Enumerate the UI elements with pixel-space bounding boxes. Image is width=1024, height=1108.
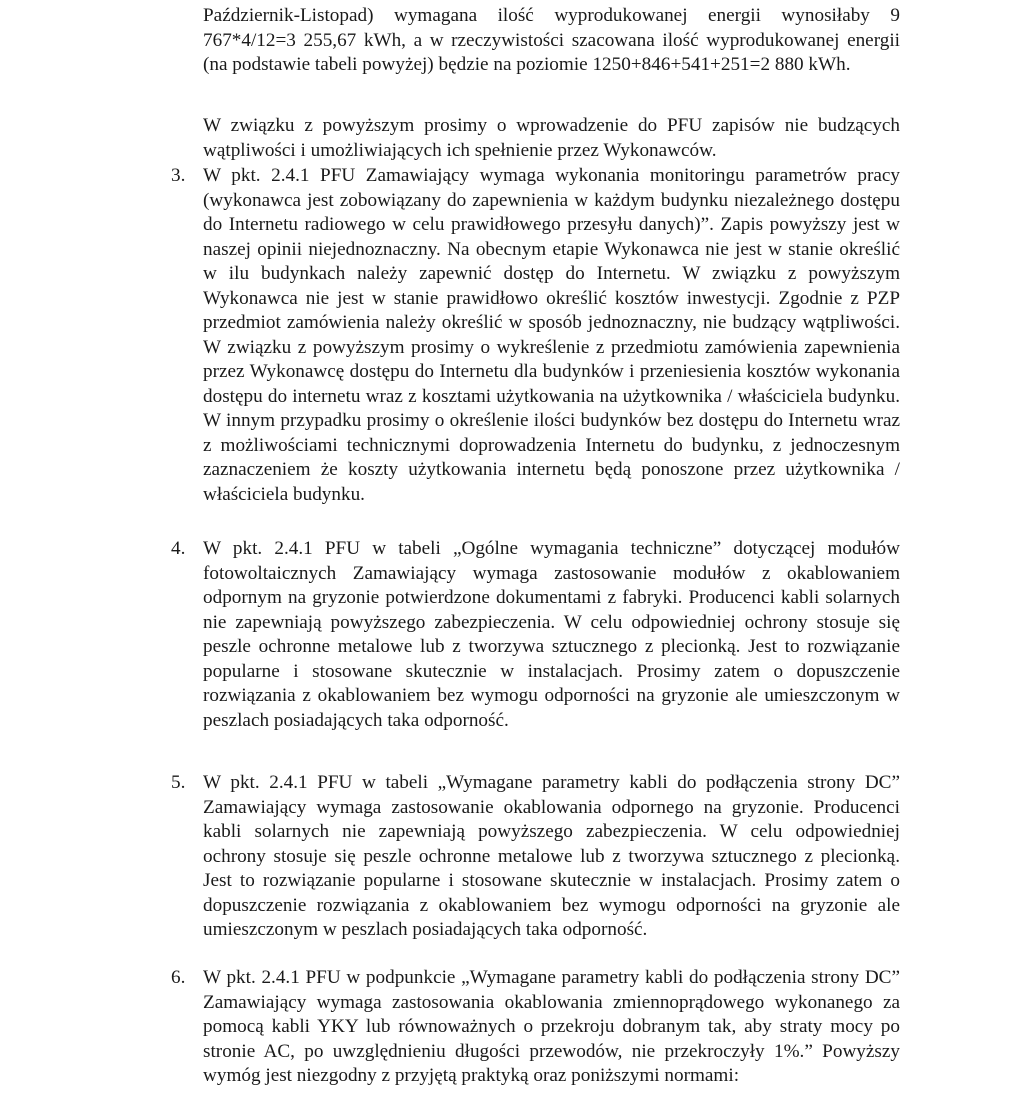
list-item-number: 5. xyxy=(171,772,186,793)
list-item-text: W pkt. 2.4.1 PFU w tabeli „Ogólne wymagania techniczne” dotyczącej modułów fotowoltaicznych Zamawiający wymaga zastosowanie modułów z okablowaniem odpornym na gryzonie potwierdzone dokumentami z fabryki. Producenci kabli solarnych nie zapewniają powyższego zabezpieczenia. W celu odpowiedniej ochrony stosuje się peszle ochronne metalowe lub z tworzywa sztucznego z plecionką. Jest to rozwiązanie popularne i stosowane skutecznie w instalacjach. Prosimy zatem o dopuszczenie rozwiązania z okablowaniem bez wymogu odporności na gryzonie ale umieszczonym w peszlach posiadających taka odporność. xyxy=(203,538,900,731)
intro-continuation-paragraph: Październik-Listopad) wymagana ilość wyprodukowanej energii wynosiłaby 9 767*4/12=3 255,67 kWh, a w rzeczywistości szacowana ilość wyprodukowanej energii (na podstawie tabeli powyżej) będzie na poziomie 1250+846+541+251=2 880 kWh. xyxy=(203,5,900,75)
list-item-text: W pkt. 2.4.1 PFU w podpunkcie „Wymagane parametry kabli do podłączenia strony DC” Zamawiający wymaga zastosowania okablowania zmiennoprądowego wykonanego za pomocą kabli YKY lub równoważnych o przekroju dobranym tak, aby straty mocy po stronie AC, po uwzględnieniu długości przewodów, nie przekroczyły 1%.” Powyższy wymóg jest niezgodny z przyjętą praktyką oraz poniższymi normami: xyxy=(203,967,900,1086)
intro-request-paragraph: W związku z powyższym prosimy o wprowadzenie do PFU zapisów nie budzących wątpliwości i umożliwiających ich spełnienie przez Wykonawców. xyxy=(203,115,900,161)
list-item-number: 3. xyxy=(171,165,186,186)
list-item-text: W pkt. 2.4.1 PFU w tabeli „Wymagane parametry kabli do podłączenia strony DC” Zamawiający wymaga zastosowanie okablowania odpornego na gryzonie. Producenci kabli solarnych nie zapewniają powyższego zabezpieczenia. W celu odpowiedniej ochrony stosuje się peszle ochronne metalowe lub z tworzywa sztucznego z plecionką. Jest to rozwiązanie popularne i stosowane skutecznie w instalacjach. Prosimy zatem o dopuszczenie rozwiązania z okablowaniem bez wymogu odporności na gryzonie ale umieszczonym w peszlach posiadających taka odporność. xyxy=(203,772,900,940)
list-item-number: 4. xyxy=(171,538,186,559)
list-item-text: W pkt. 2.4.1 PFU Zamawiający wymaga wykonania monitoringu parametrów pracy (wykonawca jest zobowiązany do zapewnienia w każdym budynku niezależnego dostępu do Internetu radiowego w celu prawidłowego przesyłu danych)”. Zapis powyższy jest w naszej opinii niejednoznaczny. Na obecnym etapie Wykonawca nie jest w stanie określić w ilu budynkach należy zapewnić dostęp do Internetu. W związku z powyższym Wykonawca nie jest w stanie prawidłowo określić kosztów inwestycji. Zgodnie z PZP przedmiot zamówienia należy określić w sposób jednoznaczny, nie budzący wątpliwości. W związku z powyższym prosimy o wykreślenie z przedmiotu zamówienia zapewnienia przez Wykonawcę dostępu do Internetu dla budynków i przeniesienia kosztów wykonania dostępu do internetu wraz z kosztami użytkowania na użytkownika / właściciela budynku. W innym przypadku prosimy o określenie ilości budynków bez dostępu do Internetu wraz z możliwościami technicznymi doprowadzenia Internetu do budynku, z jednoczesnym zaznaczeniem że koszty użytkowania internetu będą ponoszone przez użytkownika / właściciela budynku. xyxy=(203,165,900,505)
list-item-number: 6. xyxy=(171,967,186,988)
